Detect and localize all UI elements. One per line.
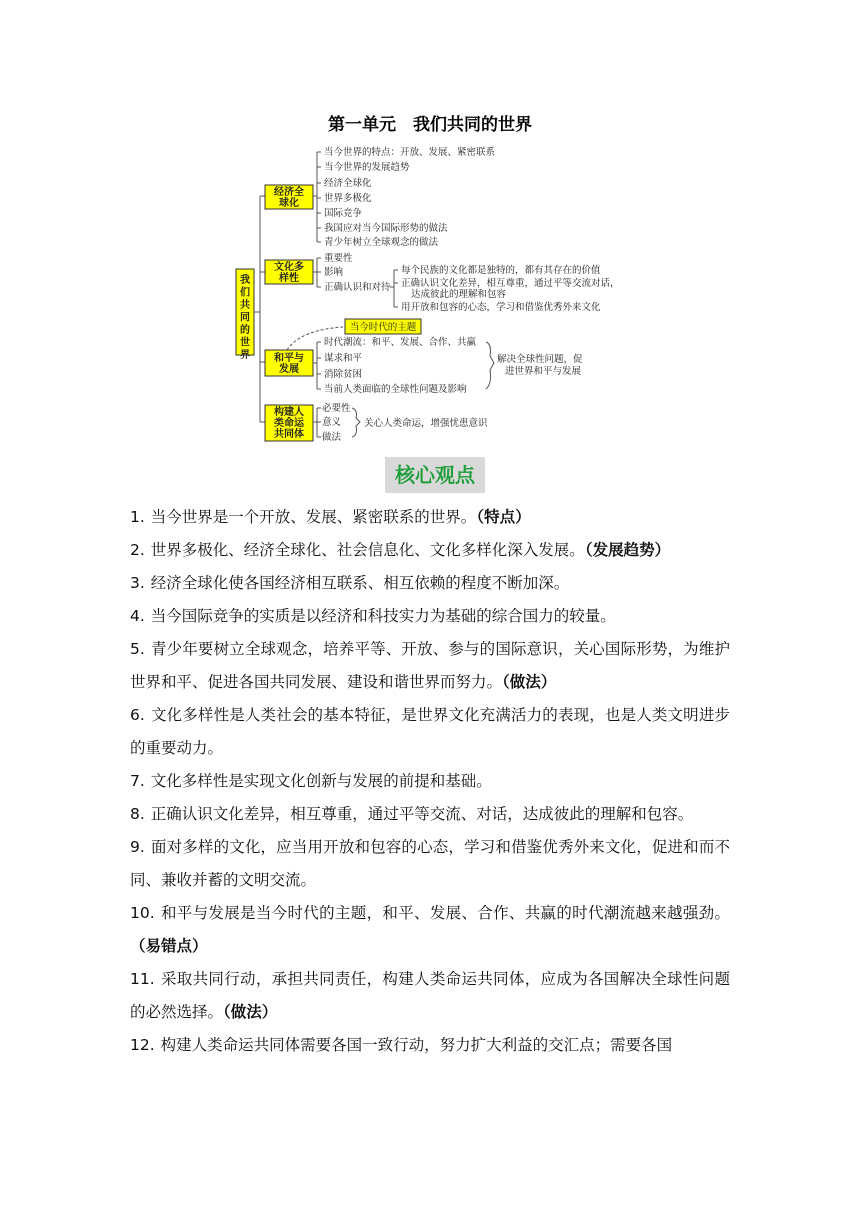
peace-side-note: 解决全球性问题，促: [497, 354, 583, 365]
community-side-note: 关心人类命运，增强忧患意识: [364, 418, 488, 429]
point-number: 10.: [130, 904, 155, 922]
branch-label-culture: 文化多样性: [274, 262, 304, 284]
brace-culture-sub: [390, 270, 398, 307]
core-point: [130, 600, 730, 633]
peace-item: 时代潮流：和平、发展、合作、共赢: [324, 337, 477, 348]
point-number: 7.: [130, 772, 145, 790]
point-number: 11.: [130, 970, 155, 988]
core-points-list: [130, 501, 730, 1062]
point-number: 6.: [130, 706, 145, 724]
core-point: [130, 501, 730, 534]
point-text: 构建人类命运共同体需要各国一致行动，努力扩大利益的交汇点；需要各国: [160, 1036, 673, 1054]
culture-item: 重要性: [324, 253, 353, 264]
culture-sub-item: 每个民族的文化都是独特的，都有其存在的价值: [401, 265, 601, 276]
point-number: 9.: [130, 838, 145, 856]
trunk-connector: [254, 196, 265, 422]
brace-economy: [313, 152, 321, 242]
point-number: 1.: [130, 508, 145, 526]
community-item: 意义: [322, 417, 342, 428]
brace-community-note: [352, 408, 360, 437]
community-item: 必要性: [322, 403, 351, 414]
mind-map-diagram: [0, 0, 860, 450]
point-text: 当今世界是一个开放、发展、紧密联系的世界。: [150, 508, 477, 526]
branch-label-economy: 经济全球化: [274, 187, 304, 209]
core-point: [130, 534, 730, 567]
point-number: 3.: [130, 574, 145, 592]
point-text: 和平与发展是当今时代的主题，和平、发展、合作、共赢的时代潮流越来越强劲。: [160, 904, 730, 922]
culture-item: 正确认识和对待: [324, 282, 391, 293]
economy-item: 经济全球化: [324, 178, 372, 189]
core-point: [130, 897, 730, 963]
callout-label: 当今时代的主题: [349, 322, 417, 333]
point-tag: （易错点）: [130, 937, 208, 955]
point-text: 文化多样性是实现文化创新与发展的前提和基础。: [150, 772, 492, 790]
point-tag: （做法）: [223, 1003, 278, 1021]
branch-label-peace: 和平与发展: [274, 353, 304, 375]
core-point: [130, 699, 730, 765]
core-point: [130, 633, 730, 699]
brace-culture: [313, 258, 321, 287]
economy-item: 世界多极化: [324, 193, 372, 204]
point-number: 2.: [130, 541, 145, 559]
culture-sub-item: 正确认识文化差异，相互尊重，通过平等交流对话，: [401, 278, 620, 289]
point-text: 当今国际竞争的实质是以经济和科技实力为基础的综合国力的较量。: [150, 607, 616, 625]
core-point: [130, 831, 730, 897]
economy-item: 青少年树立全球观念的做法: [324, 237, 439, 248]
core-point: [130, 567, 730, 600]
point-text: 采取共同行动，承担共同责任，构建人类命运共同体，应成为各国解决全球性问题的必然选择。: [130, 970, 730, 1021]
core-point: [130, 1029, 730, 1062]
core-point: [130, 798, 730, 831]
page-title: 第一单元 我们共同的世界: [328, 115, 532, 135]
branch-label-community: 构建人类命运共同体: [274, 407, 304, 440]
brace-peace-note: [486, 342, 494, 389]
economy-item: 我国应对当今国际形势的做法: [324, 223, 448, 234]
peace-item: 消除贫困: [324, 369, 363, 380]
root-label: 我们共同的世界: [240, 275, 250, 361]
point-text: 经济全球化使各国经济相互联系、相互依赖的程度不断加深。: [150, 574, 570, 592]
core-point: [130, 765, 730, 798]
economy-item: 当今世界的发展趋势: [324, 162, 410, 173]
point-tag: （特点）: [476, 508, 531, 526]
peace-side-note: 进世界和平与发展: [505, 366, 582, 377]
point-number: 4.: [130, 607, 145, 625]
point-text: 正确认识文化差异，相互尊重，通过平等交流、对话，达成彼此的理解和包容。: [150, 805, 694, 823]
point-number: 12.: [130, 1036, 155, 1054]
brace-community: [313, 408, 321, 437]
economy-item: 当今世界的特点：开放、发展、紧密联系: [324, 147, 496, 158]
community-item: 做法: [322, 432, 342, 443]
peace-item: 谋求和平: [324, 353, 363, 364]
point-number: 8.: [130, 805, 145, 823]
peace-item: 当前人类面临的全球性问题及影响: [324, 384, 467, 395]
point-tag: （做法）: [502, 673, 557, 691]
point-text: 面对多样的文化，应当用开放和包容的心态，学习和借鉴优秀外来文化，促进和而不同、兼收并蓄的文明交流。: [130, 838, 730, 889]
culture-sub-item: 用开放和包容的心态，学习和借鉴优秀外来文化: [401, 302, 601, 313]
point-text: 文化多样性是人类社会的基本特征，是世界文化充满活力的表现，也是人类文明进步的重要动力。: [130, 706, 730, 757]
core-point: [130, 963, 730, 1029]
brace-peace: [313, 342, 321, 389]
point-number: 5.: [130, 640, 145, 658]
point-tag: （发展趋势）: [584, 541, 671, 559]
point-text: 青少年要树立全球观念，培养平等、开放、参与的国际意识，关心国际形势，为维护世界和平、促进各国共同发展、建设和谐世界而努力。: [130, 640, 730, 691]
culture-sub-item: 达成彼此的理解和包容: [411, 289, 507, 300]
culture-item: 影响: [324, 267, 344, 278]
section-header: 核心观点: [385, 457, 485, 493]
economy-item: 国际竞争: [324, 208, 363, 219]
point-text: 世界多极化、经济全球化、社会信息化、文化多样化深入发展。: [150, 541, 585, 559]
